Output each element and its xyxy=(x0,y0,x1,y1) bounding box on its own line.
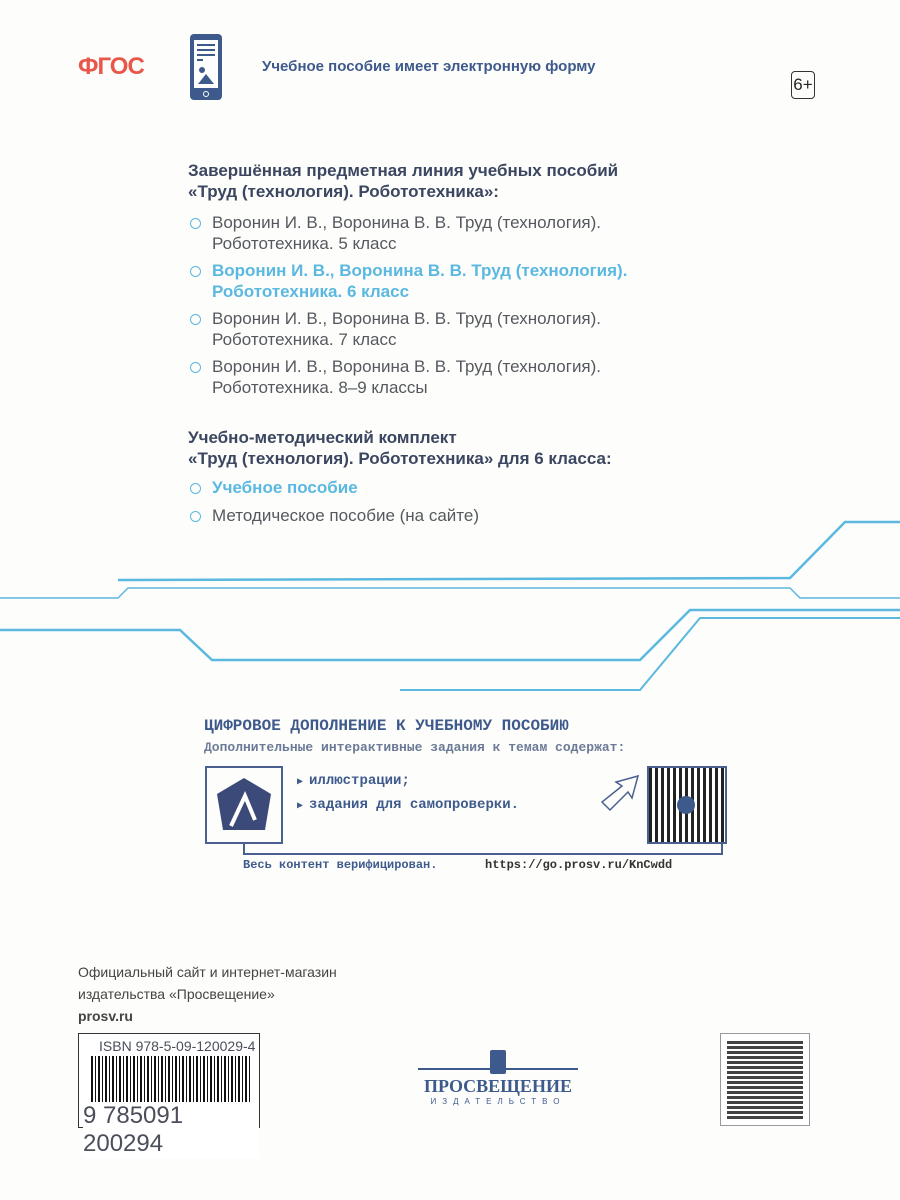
series-heading: Завершённая предметная линия учебных пособий «Труд (технология). Робототехника»: xyxy=(188,161,619,201)
fgos-logo: ФГОС xyxy=(78,53,144,80)
site-link[interactable]: prosv.ru xyxy=(78,1008,133,1024)
age-rating-badge: 6+ xyxy=(791,71,815,99)
list-item: Воронин И. В., Воронина В. В. Труд (технология). Робототехника. 7 класс xyxy=(188,308,627,350)
qr-code-digital[interactable] xyxy=(647,766,727,844)
bullet-item: ▶ иллюстрации; xyxy=(297,773,410,789)
bullet-item: ▶ задания для самопроверки. xyxy=(297,797,520,813)
digital-title: ЦИФРОВОЕ ДОПОЛНЕНИЕ К УЧЕБНОМУ ПОСОБИЮ xyxy=(204,717,569,735)
electronic-form-note: Учебное пособие имеет электронную форму xyxy=(262,58,596,75)
site-info: Официальный сайт и интернет-магазин издательства «Просвещение» prosv.ru xyxy=(78,961,337,1027)
digital-subtitle: Дополнительные интерактивные задания к темам содержат: xyxy=(204,740,626,755)
app-logo xyxy=(205,766,283,844)
bracket-line xyxy=(243,842,723,856)
list-item: Воронин И. В., Воронина В. В. Труд (технология). Робототехника. 5 класс xyxy=(188,212,627,254)
qr-code-publisher[interactable] xyxy=(720,1033,810,1126)
list-item-current: Воронин И. В., Воронина В. В. Труд (технология). Робототехника. 6 класс xyxy=(188,260,627,302)
publisher-logo: ПРОСВЕЩЕНИЕ ИЗДАТЕЛЬСТВО xyxy=(418,1050,578,1106)
list-item: Методическое пособие (на сайте) xyxy=(188,505,479,526)
arrow-icon xyxy=(598,772,643,812)
list-item: Воронин И. В., Воронина В. В. Труд (технология). Робототехника. 8–9 классы xyxy=(188,356,627,398)
list-item-current: Учебное пособие xyxy=(188,477,479,498)
kit-heading: Учебно-методический комплект «Труд (технология). Робототехника» для 6 класса: xyxy=(188,428,612,468)
digital-url[interactable]: https://go.prosv.ru/KnCwdd xyxy=(485,858,673,872)
pentagon-icon xyxy=(207,768,281,842)
barcode-bars xyxy=(91,1056,251,1106)
isbn-barcode: ISBN 978-5-09-120029-4 9 785091 200294 xyxy=(78,1033,260,1128)
verified-note: Весь контент верифицирован. xyxy=(243,858,438,872)
